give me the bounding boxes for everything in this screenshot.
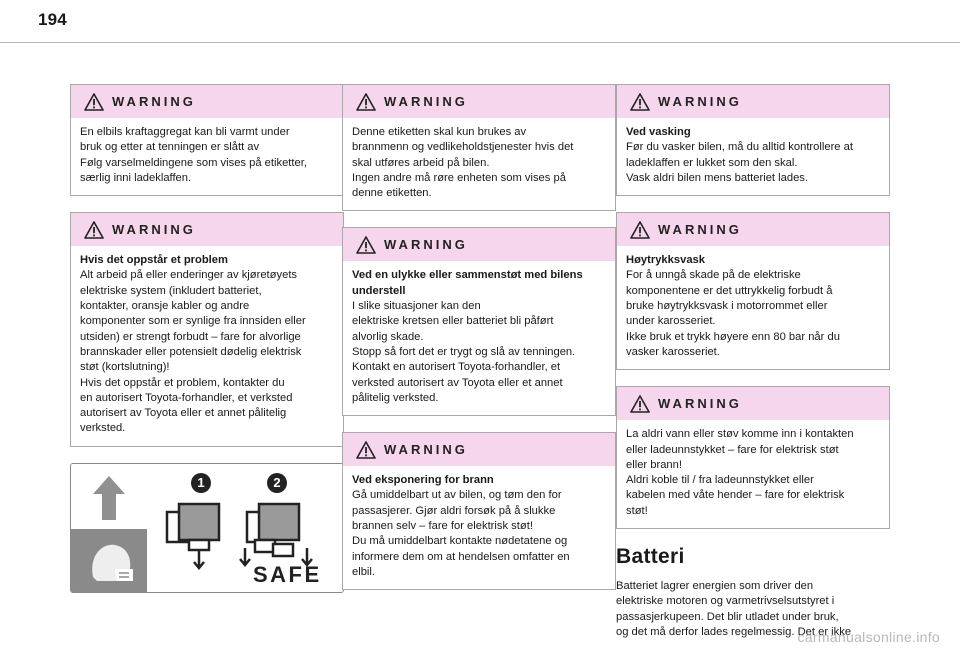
section-title-battery: Batteri [616, 545, 685, 569]
body-line: elektriske motoren og varmetrivselsutstyret i [616, 595, 835, 608]
warning-title: WARNING [658, 396, 742, 412]
warning-line: pålitelig verksted. [352, 391, 439, 404]
warning-line: under karosseriet. [626, 315, 716, 328]
column-left [70, 84, 344, 593]
warning-box [616, 212, 890, 370]
warning-box [70, 212, 344, 447]
warning-line: verksted autorisert av Toyota eller et annet [352, 376, 563, 389]
warning-box [616, 84, 890, 196]
warning-line: elektriske system (inkludert batteriet, [80, 284, 262, 297]
warning-line: autorisert av Toyota eller et annet pålitelig [80, 407, 287, 420]
warning-line: brannen selv – fare for elektrisk støt! [352, 520, 533, 533]
warning-body [71, 246, 343, 446]
warning-line: vasker karosseriet. [626, 345, 720, 358]
warning-line: bruk og etter at tenningen er slått av [80, 141, 260, 154]
warning-line: komponenter som er synlige fra innsiden eller [80, 315, 306, 328]
warning-line: kabelen med våte hender – fare for elektrisk [626, 489, 845, 502]
warning-line: Vask aldri bilen mens batteriet lades. [626, 171, 808, 184]
warning-triangle-icon [84, 221, 104, 239]
warning-header [71, 85, 343, 118]
warning-line: Denne etiketten skal kun brukes av [352, 126, 527, 138]
warning-box [342, 84, 616, 211]
warning-line: støt! [626, 504, 648, 517]
warning-line: Ikke bruk et trykk høyere enn 80 bar når du [626, 330, 840, 343]
warning-body [617, 420, 889, 528]
warning-line: La aldri vann eller støv komme inn i kontakten [626, 428, 854, 441]
warning-heading: Høytrykksvask [626, 254, 705, 267]
warning-line: Du må umiddelbart kontakte nødetatene og [352, 535, 568, 548]
warning-triangle-icon [630, 221, 650, 239]
warning-title: WARNING [384, 94, 468, 109]
warning-line: utsiden) er strengt forbudt – fare for alvorlige [80, 330, 301, 343]
warning-title: WARNING [384, 442, 468, 458]
warning-box [70, 84, 344, 196]
warning-line: verksted. [80, 422, 126, 435]
warning-line: bruke høytrykksvask i motorrommet eller [626, 300, 828, 313]
warning-triangle-icon [356, 236, 376, 254]
warning-heading: Ved en ulykke eller sammenstøt med bilens understell [352, 269, 583, 297]
warning-line: brannskader eller potensielt dødelig elektrisk [80, 345, 302, 358]
warning-line: brannmenn og vedlikeholdstjenester hvis det [352, 141, 574, 154]
disconnect-panel [147, 464, 344, 593]
column-middle [342, 84, 616, 606]
step-badge-1: 1 [191, 473, 211, 493]
warning-header [343, 228, 615, 261]
warning-line: støt (kortslutning)! [80, 361, 170, 374]
warning-line: I slike situasjoner kan den [352, 300, 481, 313]
warning-box [342, 432, 616, 590]
warning-line: denne etiketten. [352, 187, 432, 200]
firefighter-panel [71, 529, 147, 593]
warning-line: eller ladeunnstykket – fare for elektrisk støt [626, 443, 839, 456]
warning-title: WARNING [112, 222, 196, 238]
warning-line: Følg varselmeldingene som vises på etiketter, [80, 156, 307, 169]
watermark: carmanualsonline.info [797, 629, 940, 645]
warning-line: særlig inni ladeklaffen. [80, 171, 192, 184]
warning-body [343, 261, 615, 415]
warning-line: ladeklaffen er lukket som den skal. [626, 156, 798, 169]
warning-body [343, 466, 615, 589]
warning-triangle-icon [356, 441, 376, 459]
warning-box [342, 227, 616, 416]
warning-line: Før du vasker bilen, må du alltid kontrollere at [626, 141, 853, 154]
warning-body [71, 118, 343, 195]
warning-line: Alt arbeid på eller enderinger av kjøretøyets [80, 269, 298, 282]
warning-triangle-icon [630, 395, 650, 413]
warning-body [617, 118, 889, 195]
warning-line: eller brann! [626, 458, 682, 471]
warning-title: WARNING [658, 94, 742, 109]
warning-line: en autorisert Toyota-forhandler, et verksted [80, 391, 293, 404]
warning-line: Stopp så fort det er trygt og slå av tenningen. [352, 345, 576, 358]
warning-header [617, 213, 889, 246]
warning-line: passasjerer. Gjør aldri forsøk på å slukke [352, 504, 556, 517]
body-line: passasjerkupeen. Det blir utladet under bruk, [616, 610, 839, 623]
warning-line: Ingen andre må røre enheten som vises på [352, 171, 566, 184]
arrow-up-panel [71, 464, 147, 529]
warning-line: Kontakt en autorisert Toyota-forhandler, et [352, 361, 561, 374]
warning-line: kontakter, oransje kabler og andre [80, 300, 250, 313]
firefighter-helmet-icon [71, 529, 147, 593]
body-line: Batteriet lagrer energien som driver den [616, 580, 814, 593]
warning-header [71, 213, 343, 246]
warning-header [617, 387, 889, 420]
warning-triangle-icon [630, 93, 650, 111]
warning-line: elektriske kretsen eller batteriet bli påført [352, 315, 554, 328]
warning-header [617, 85, 889, 118]
warning-title: WARNING [112, 94, 196, 109]
column-right [616, 84, 890, 640]
warning-line: Aldri koble til / fra ladeunnstykket eller [626, 474, 814, 487]
warning-body [343, 118, 615, 210]
warning-line: informere dem om at hendelsen omfatter en [352, 550, 570, 563]
warning-title: WARNING [658, 222, 742, 238]
step-badge-2: 2 [267, 473, 287, 493]
warning-line: elbil. [352, 565, 376, 578]
body-line: og det må derfor lades regelmessig. Det er ikke [616, 625, 852, 638]
warning-body [617, 246, 889, 369]
warning-line: skal utføres arbeid på bilen. [352, 156, 490, 169]
arrow-up-icon [71, 464, 147, 529]
warning-box [616, 386, 890, 529]
header-divider [0, 42, 960, 43]
warning-heading: Hvis det oppstår et problem [80, 254, 228, 267]
warning-line: Hvis det oppstår et problem, kontakter du [80, 376, 285, 389]
warning-line: For å unngå skade på de elektriske [626, 269, 801, 282]
warning-header [343, 85, 615, 118]
warning-line: Gå umiddelbart ut av bilen, og tøm den for [352, 489, 562, 502]
safe-label: SAFE [253, 561, 322, 587]
warning-heading: Ved eksponering for brann [352, 474, 494, 487]
page-number: 194 [38, 10, 67, 29]
warning-header [343, 433, 615, 466]
warning-line: komponentene er det uttrykkelig forbudt å [626, 284, 833, 297]
warning-title: WARNING [384, 237, 468, 253]
warning-line: En elbils kraftaggregat kan bli varmt under [80, 126, 290, 138]
warning-heading: Ved vasking [626, 126, 691, 138]
safety-illustration [70, 463, 344, 593]
warning-triangle-icon [356, 93, 376, 111]
warning-line: alvorlig skade. [352, 330, 424, 343]
warning-triangle-icon [84, 93, 104, 111]
